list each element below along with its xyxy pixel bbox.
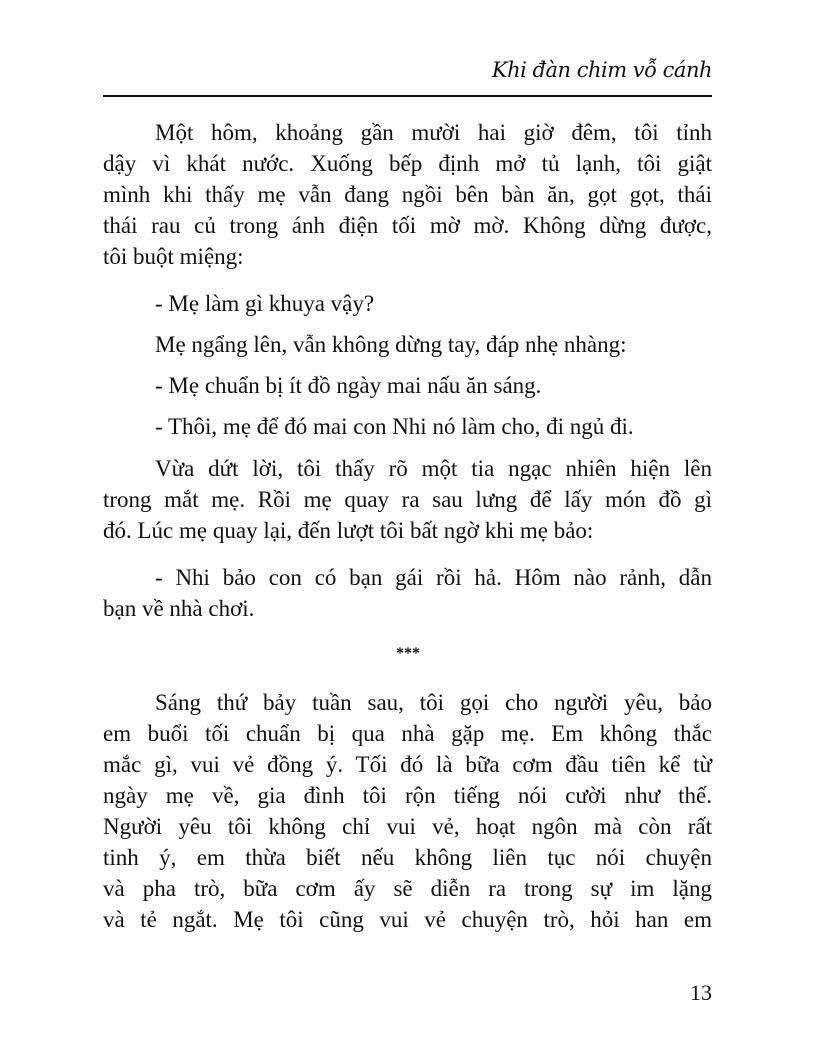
text-line: bạn về nhà chơi. <box>103 596 255 621</box>
text-line: dậy vì khát nước. Xuống bếp định mở tủ lạnh, tôi giật <box>103 151 712 176</box>
header-rule <box>103 95 712 97</box>
text-line: - Thôi, mẹ để đó mai con Nhi nó làm cho, đi ngủ đi. <box>155 414 634 439</box>
text-line: Một hôm, khoảng gần mười hai giờ đêm, tôi tỉnh <box>155 120 712 145</box>
text-line: Sáng thứ bảy tuần sau, tôi gọi cho người yêu, bảo <box>155 690 712 715</box>
text-line: - Mẹ làm gì khuya vậy? <box>155 291 375 316</box>
text-line: mình khi thấy mẹ vẫn đang ngồi bên bàn ăn, gọt gọt, thái <box>103 182 712 207</box>
text-line: ngày mẹ về, gia đình tôi rộn tiếng nói cười như thế. <box>103 783 712 808</box>
text-line: và pha trò, bữa cơm ấy sẽ diễn ra trong sự im lặng <box>103 876 712 901</box>
text-line: tôi buột miệng: <box>103 244 244 269</box>
text-line: trong mắt mẹ. Rồi mẹ quay ra sau lưng để lấy món đồ gì <box>103 487 712 512</box>
text-line: thái rau củ trong ánh điện tối mờ mờ. Không dừng được, <box>103 213 712 238</box>
text-line: - Mẹ chuẩn bị ít đồ ngày mai nấu ăn sáng. <box>155 373 542 398</box>
text-line: em buổi tối chuẩn bị qua nhà gặp mẹ. Em không thắc <box>103 721 712 746</box>
text-line: Mẹ ngẩng lên, vẫn không dừng tay, đáp nhẹ nhàng: <box>155 332 627 357</box>
text-line: - Nhi bảo con có bạn gái rồi hả. Hôm nào rảnh, dẫn <box>155 565 712 590</box>
page-number: 13 <box>690 980 712 1005</box>
text-line: Vừa dứt lời, tôi thấy rõ một tia ngạc nhiên hiện lên <box>155 456 712 481</box>
text-line: và tẻ ngắt. Mẹ tôi cũng vui vẻ chuyện trò, hỏi han em <box>103 907 712 932</box>
text-line: mắc gì, vui vẻ đồng ý. Tối đó là bữa cơm đầu tiên kể từ <box>103 752 712 777</box>
text-line: đó. Lúc mẹ quay lại, đến lượt tôi bất ngờ khi mẹ bảo: <box>103 518 594 543</box>
text-line: Người yêu tôi không chỉ vui vẻ, hoạt ngôn mà còn rất <box>103 814 712 839</box>
text-line: tinh ý, em thừa biết nếu không liên tục nói chuyện <box>103 845 712 870</box>
running-header: Khi đàn chim vỗ cánh <box>491 58 712 82</box>
section-separator: *** <box>396 645 420 662</box>
